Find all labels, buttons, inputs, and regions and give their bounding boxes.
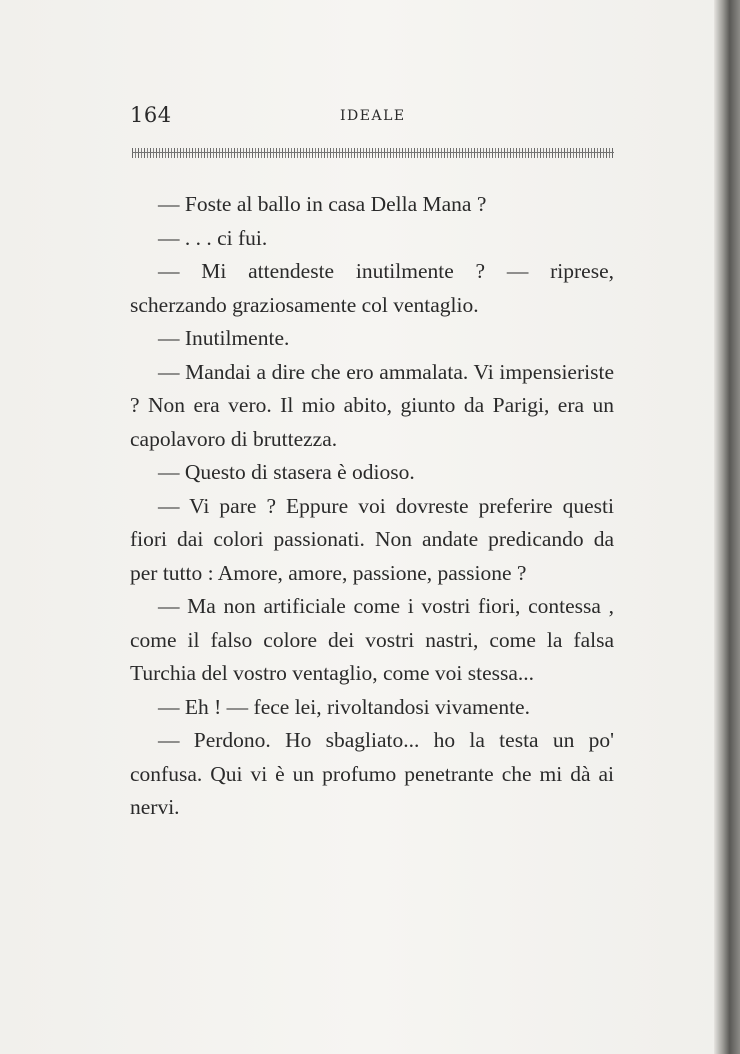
paragraph: — . . . ci fui. [158,225,268,250]
ornamental-rule [132,148,614,158]
paragraph: — Ma non artificiale come i vostri fiori, contessa , come il falso colore dei vostri nastri, come la falsa Turchia del vostro ventaglio, come voi stessa... [130,594,614,685]
running-title: IDEALE [340,108,406,124]
paragraph: — Vi pare ? Eppure voi dovreste preferire questi fiori dai colori passionati. Non andate predicando da per tutto : Amore, amore, passione, passione ? [130,493,614,585]
paragraph: — Questo di stasera è odioso. [158,460,415,484]
body-text [130,188,614,825]
paragraph: — Perdono. Ho sbagliato... ho la testa un po' confusa. Qui vi è un profumo penetrante che mi dà ai nervi. [130,728,614,819]
paragraph: — Eh ! — fece lei, rivoltandosi vivamente. [158,694,530,719]
paragraph: — Mi attendeste inutilmente ? — riprese, scherzando graziosamente col ventaglio. [130,259,614,317]
page-binding-edge [714,0,740,1054]
page-header [130,103,614,133]
page-number: 164 [130,103,172,127]
paragraph: — Mandai a dire che ero ammalata. Vi impensieriste ? Non era vero. Il mio abito, giunto da Parigi, era un capolavoro di bruttezza. [130,359,614,451]
paragraph: — Inutilmente. [158,326,290,350]
paragraph: — Foste al ballo in casa Della Mana ? [158,192,487,216]
